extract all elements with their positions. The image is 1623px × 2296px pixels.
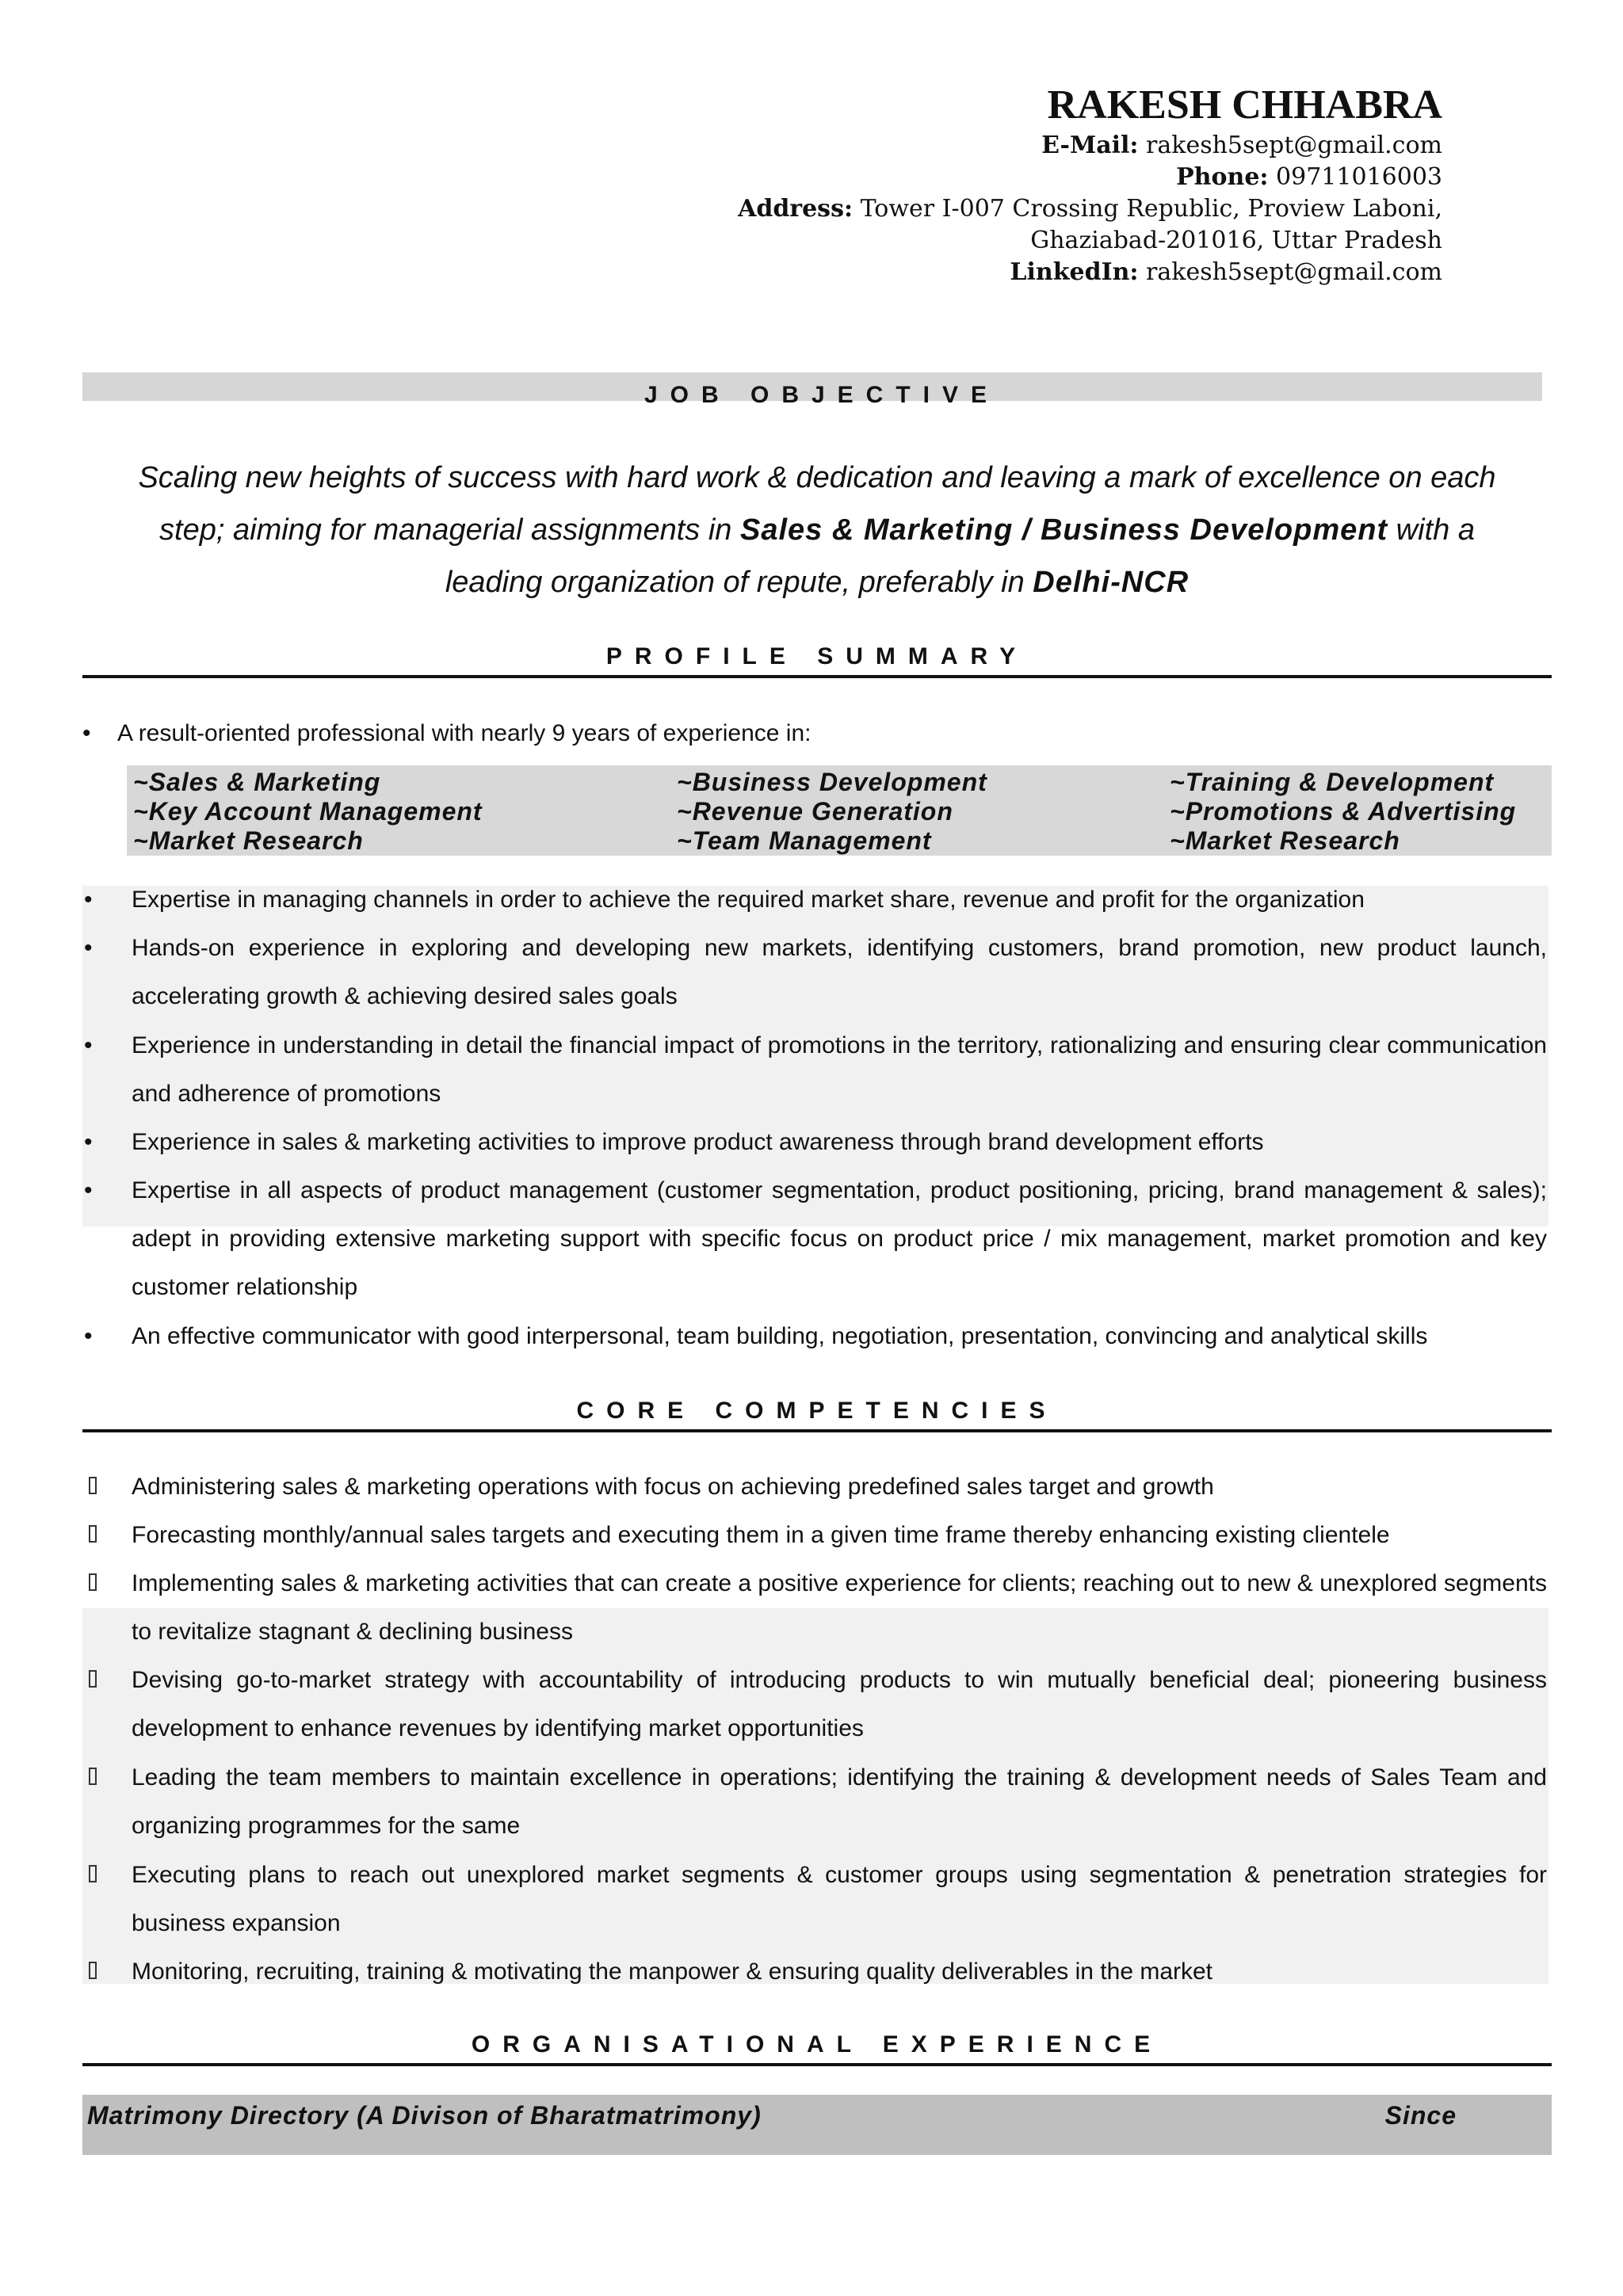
bullet-box-icon bbox=[84, 1559, 108, 1608]
competency-bullet bbox=[82, 1851, 1547, 1947]
bullet-dot: • bbox=[82, 720, 91, 746]
competency-bullet bbox=[82, 1947, 1547, 1996]
linkedin-label: LinkedIn: bbox=[1010, 258, 1139, 286]
profile-intro-text: A result-oriented professional with nearly 9 years of experience in: bbox=[117, 720, 812, 746]
address-value-line1: Tower I-007 Crossing Republic, Proview Laboni, bbox=[860, 195, 1442, 223]
profile-bullet bbox=[82, 875, 1547, 924]
address-line bbox=[738, 193, 1442, 225]
profile-bullet-text: An effective communicator with good interpersonal, team building, negotiation, presentation, convincing and analytical skills bbox=[132, 1323, 1428, 1349]
company-name: Matrimony Directory (A Divison of Bharatmatrimony) bbox=[87, 2101, 762, 2130]
bullet-box-icon bbox=[84, 1851, 108, 1899]
skill-item: ~Business Development bbox=[677, 768, 987, 796]
skills-grid bbox=[127, 765, 1552, 856]
profile-bullet-text: Experience in understanding in detail the financial impact of promotions in the territory, rationalizing and ensuring clear communication and adherence of promotions bbox=[132, 1032, 1547, 1107]
competency-text: Implementing sales & marketing activities that can create a positive experience for clients; reaching out to new & unexplored segments to revitalize stagnant & declining business bbox=[132, 1570, 1547, 1645]
profile-bullet bbox=[82, 1021, 1547, 1118]
competency-bullet bbox=[82, 1511, 1547, 1559]
phone-label: Phone: bbox=[1176, 163, 1269, 191]
profile-summary-title: PROFILE SUMMARY bbox=[605, 643, 1029, 669]
bullet-dot: • bbox=[84, 935, 93, 961]
competency-text: Forecasting monthly/annual sales targets and executing them in a given time frame thereby enhancing existing clientele bbox=[132, 1522, 1390, 1548]
profile-bullet-text: Expertise in all aspects of product management (customer segmentation, product positioning, pricing, brand management & sales); adept in providing extensive marketing support with specific focus on product price / mix management, market promotion and key customer relationship bbox=[132, 1177, 1547, 1300]
bullet-box-icon bbox=[84, 1511, 108, 1559]
objective-text-2: with a leading organization of repute, preferably in bbox=[445, 513, 1475, 599]
job-objective-title: JOB OBJECTIVE bbox=[643, 382, 1000, 408]
bullet-dot: • bbox=[84, 887, 93, 913]
skill-item: ~Market Research bbox=[1170, 826, 1400, 855]
linkedin-value[interactable]: rakesh5sept@gmail.com bbox=[1146, 258, 1442, 286]
bullet-dot: • bbox=[84, 1129, 93, 1155]
email-label: E-Mail: bbox=[1041, 132, 1139, 159]
objective-text-1: Scaling new heights of success with hard work & dedication and leaving a mark of excellence on each step; aiming for managerial assignments in bbox=[138, 461, 1496, 547]
skill-item: ~Promotions & Advertising bbox=[1170, 797, 1517, 826]
profile-bullet-text: Experience in sales & marketing activities to improve product awareness through brand development efforts bbox=[132, 1129, 1264, 1155]
competency-bullet bbox=[82, 1559, 1547, 1656]
core-competencies-title: CORE COMPETENCIES bbox=[576, 1398, 1058, 1424]
competency-text: Leading the team members to maintain excellence in operations; identifying the training & development needs of Sales Team and organizing programmes for the same bbox=[132, 1764, 1547, 1839]
competency-text: Monitoring, recruiting, training & motivating the manpower & ensuring quality deliverables in the market bbox=[132, 1958, 1213, 1985]
job-objective-text bbox=[119, 452, 1515, 608]
skill-item: ~Sales & Marketing bbox=[133, 768, 381, 796]
skill-item: ~Training & Development bbox=[1170, 768, 1495, 796]
competency-text: Executing plans to reach out unexplored market segments & customer groups using segmentation & penetration strategies for business expansion bbox=[132, 1862, 1547, 1936]
competency-bullet bbox=[82, 1753, 1547, 1850]
competency-text: Devising go-to-market strategy with accountability of introducing products to win mutually beneficial deal; pioneering business development to enhance revenues by identifying market opportunities bbox=[132, 1667, 1547, 1741]
address-value-line2: Ghaziabad-201016, Uttar Pradesh bbox=[1030, 227, 1442, 254]
email-line bbox=[738, 130, 1442, 162]
profile-bullet bbox=[82, 1166, 1547, 1311]
profile-bullet-text: Hands-on experience in exploring and developing new markets, identifying customers, brand promotion, new product launch, accelerating growth & achieving desired sales goals bbox=[132, 935, 1547, 1009]
profile-bullet bbox=[82, 924, 1547, 1020]
bullet-box-icon bbox=[84, 1947, 108, 1996]
profile-summary-rule bbox=[82, 675, 1552, 678]
resume-header bbox=[738, 81, 1442, 288]
bullet-box-icon bbox=[84, 1753, 108, 1802]
skill-item: ~Team Management bbox=[677, 826, 932, 855]
bullet-dot: • bbox=[84, 1032, 93, 1058]
address-line-2 bbox=[738, 225, 1442, 257]
email-value[interactable]: rakesh5sept@gmail.com bbox=[1146, 132, 1442, 159]
bullet-box-icon bbox=[84, 1463, 108, 1511]
competency-bullet bbox=[82, 1463, 1547, 1511]
core-competencies-rule bbox=[82, 1429, 1552, 1432]
bullet-dot: • bbox=[84, 1323, 93, 1349]
phone-line bbox=[738, 162, 1442, 193]
profile-bullet bbox=[82, 1312, 1547, 1360]
company-since: Since bbox=[1384, 2101, 1457, 2130]
address-label: Address: bbox=[738, 195, 854, 223]
linkedin-line bbox=[738, 257, 1442, 288]
objective-bold-1: Sales & Marketing / Business Development bbox=[739, 513, 1388, 547]
experience-title: ORGANISATIONAL EXPERIENCE bbox=[471, 2031, 1163, 2058]
skill-item: ~Key Account Management bbox=[133, 797, 483, 826]
competency-bullet bbox=[82, 1656, 1547, 1753]
phone-value: 09711016003 bbox=[1276, 163, 1442, 191]
bullet-dot: • bbox=[84, 1177, 93, 1203]
candidate-name: RAKESH CHHABRA bbox=[1047, 82, 1442, 128]
profile-bullet-text: Expertise in managing channels in order to achieve the required market share, revenue and profit for the organization bbox=[132, 887, 1365, 913]
competency-text: Administering sales & marketing operations with focus on achieving predefined sales target and growth bbox=[132, 1474, 1214, 1500]
skill-item: ~Market Research bbox=[133, 826, 364, 855]
experience-rule bbox=[82, 2063, 1552, 2066]
profile-bullet bbox=[82, 1118, 1547, 1166]
skill-item: ~Revenue Generation bbox=[677, 797, 953, 826]
bullet-box-icon bbox=[84, 1656, 108, 1704]
objective-bold-2: Delhi-NCR bbox=[1033, 566, 1190, 599]
experience-company-bar bbox=[82, 2095, 1552, 2155]
